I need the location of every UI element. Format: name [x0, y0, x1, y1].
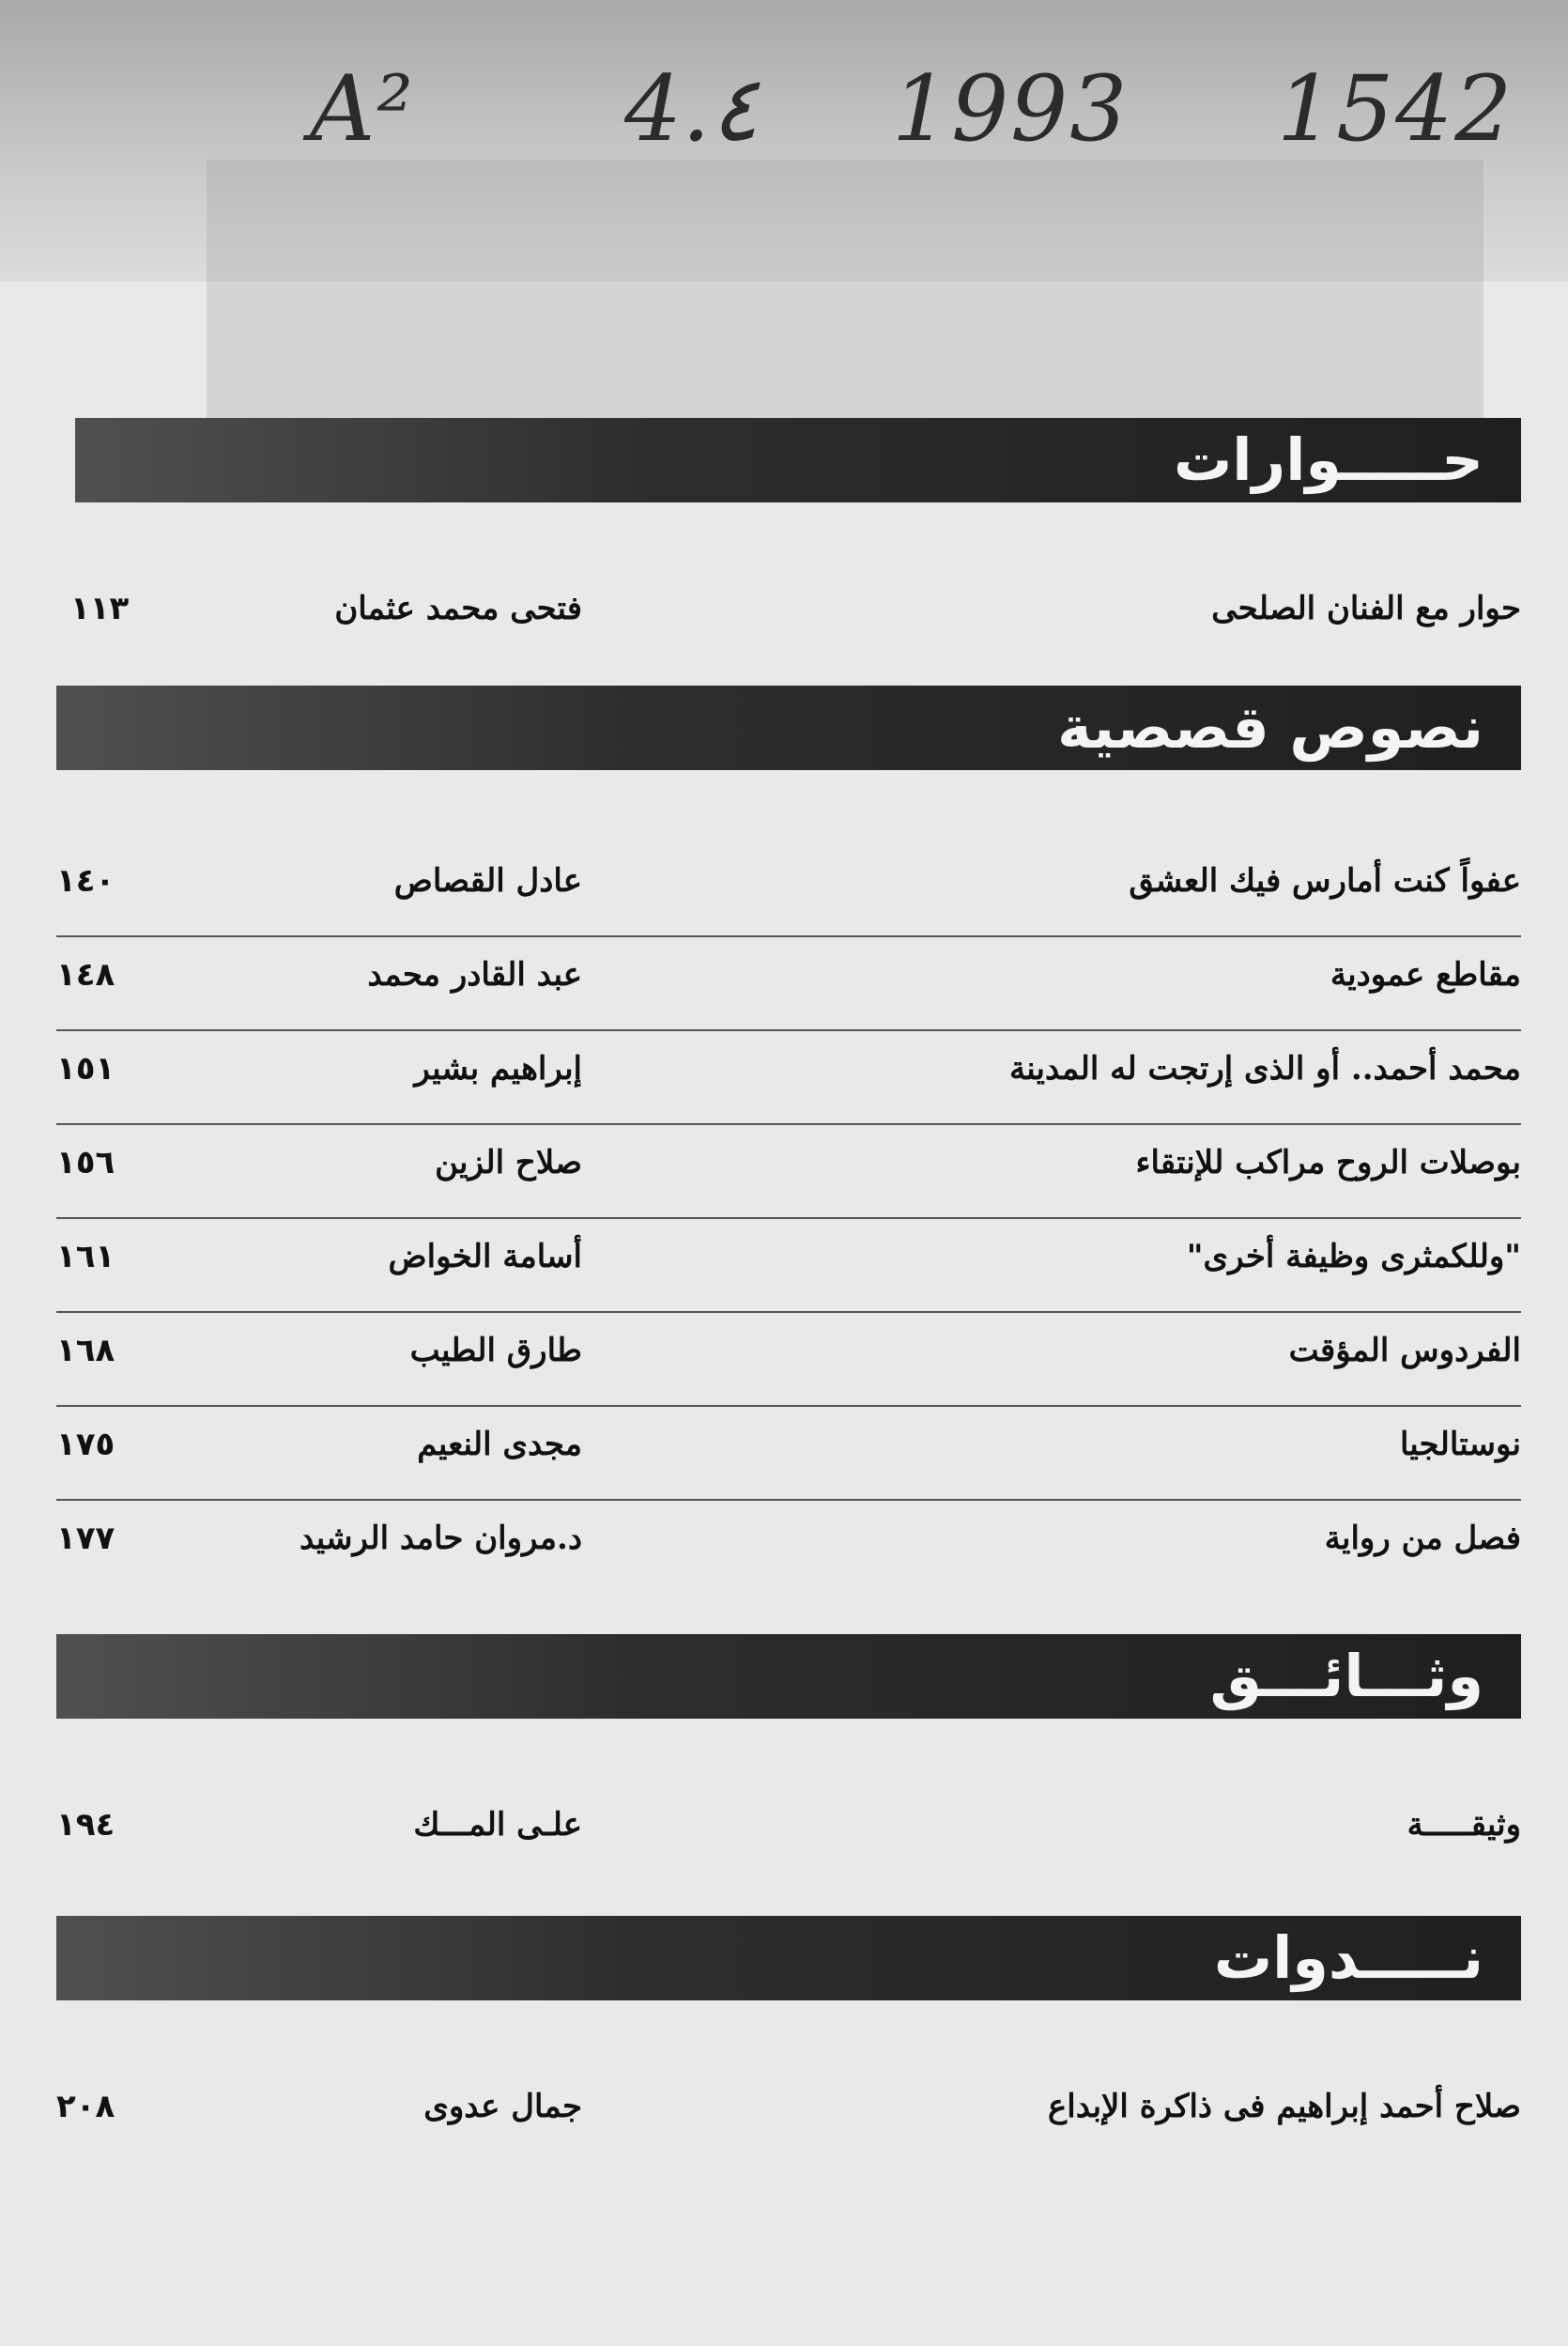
entry-page: ١٤٠	[56, 862, 115, 900]
entry-title: نوستالجيا	[1399, 1426, 1521, 1463]
entry-author: أسامة الخواض	[388, 1238, 582, 1275]
entry-page: ٢٠٨	[56, 2088, 115, 2125]
section-title: وثـــائـــق	[1209, 1642, 1483, 1710]
entry-title: وثيقـــــة	[1407, 1806, 1521, 1844]
entry-author: علـى المـــك	[413, 1806, 582, 1844]
entry-author: صلاح الزين	[435, 1144, 582, 1181]
toc-entry	[56, 939, 1521, 1031]
entry-title: بوصلات الروح مراكب للإنتقاء	[1135, 1144, 1521, 1181]
entry-page: ١٧٧	[56, 1520, 115, 1557]
entry-page: ١٦١	[56, 1238, 115, 1275]
entry-author: طارق الطيب	[409, 1332, 582, 1369]
section-header-symposia	[56, 1916, 1521, 2000]
entry-author: إبراهيم بشير	[414, 1050, 582, 1088]
entry-page: ١٦٨	[56, 1332, 115, 1369]
toc-entry	[56, 845, 1521, 937]
entry-author: جمال عدوى	[423, 2088, 582, 2125]
entry-page: ١٧٥	[56, 1426, 115, 1463]
toc-entry	[70, 573, 1521, 665]
section-header-documents	[56, 1634, 1521, 1719]
toc-entry	[56, 1409, 1521, 1501]
entry-author: عبد القادر محمد	[367, 956, 582, 994]
handwritten-number: 1542	[1277, 56, 1514, 162]
entry-title: محمد أحمد.. أو الذى إرتجت له المدينة	[1009, 1050, 1521, 1088]
entry-author: فتحى محمد عثمان	[334, 590, 582, 627]
entry-title: عفواً كنت أمارس فيك العشق	[1129, 862, 1521, 900]
entry-title: صلاح أحمد إبراهيم فى ذاكرة الإبداع	[1047, 2088, 1521, 2125]
table-of-contents	[56, 0, 1521, 2346]
entry-page: ١٩٤	[56, 1806, 115, 1844]
entry-title: مقاطع عمودية	[1330, 956, 1521, 994]
entry-page: ١٤٨	[56, 956, 115, 994]
handwritten-date: 4.٤	[624, 56, 760, 162]
toc-entry	[56, 1033, 1521, 1125]
section-header-stories	[56, 686, 1521, 770]
entry-title: حوار مع الفنان الصلحى	[1211, 590, 1521, 627]
toc-entry	[56, 1315, 1521, 1407]
entry-title: "وللكمثرى وظيفة أخرى"	[1186, 1238, 1521, 1275]
toc-entry	[56, 1789, 1521, 1881]
entry-title: الفردوس المؤقت	[1288, 1332, 1521, 1369]
entry-author: د.مروان حامد الرشيد	[299, 1520, 582, 1557]
handwritten-code: A²	[310, 56, 415, 162]
section-header-interviews	[75, 418, 1521, 502]
handwritten-year: 1993	[892, 56, 1130, 162]
toc-entry	[56, 1221, 1521, 1313]
entry-page: ١١٣	[70, 590, 130, 627]
section-title: نصوص قصصية	[1057, 693, 1483, 762]
entry-page: ١٥٦	[56, 1144, 115, 1181]
entry-author: عادل القصاص	[393, 862, 582, 900]
section-title: نـــــدوات	[1213, 1923, 1483, 1992]
entry-page: ١٥١	[56, 1050, 115, 1088]
toc-entry	[56, 2071, 1521, 2163]
entry-author: مجدى النعيم	[417, 1426, 582, 1463]
toc-entry	[56, 1127, 1521, 1219]
section-title: حـــــوارات	[1173, 425, 1483, 494]
toc-entry	[56, 1503, 1521, 1595]
entry-title: فصل من رواية	[1324, 1520, 1521, 1557]
